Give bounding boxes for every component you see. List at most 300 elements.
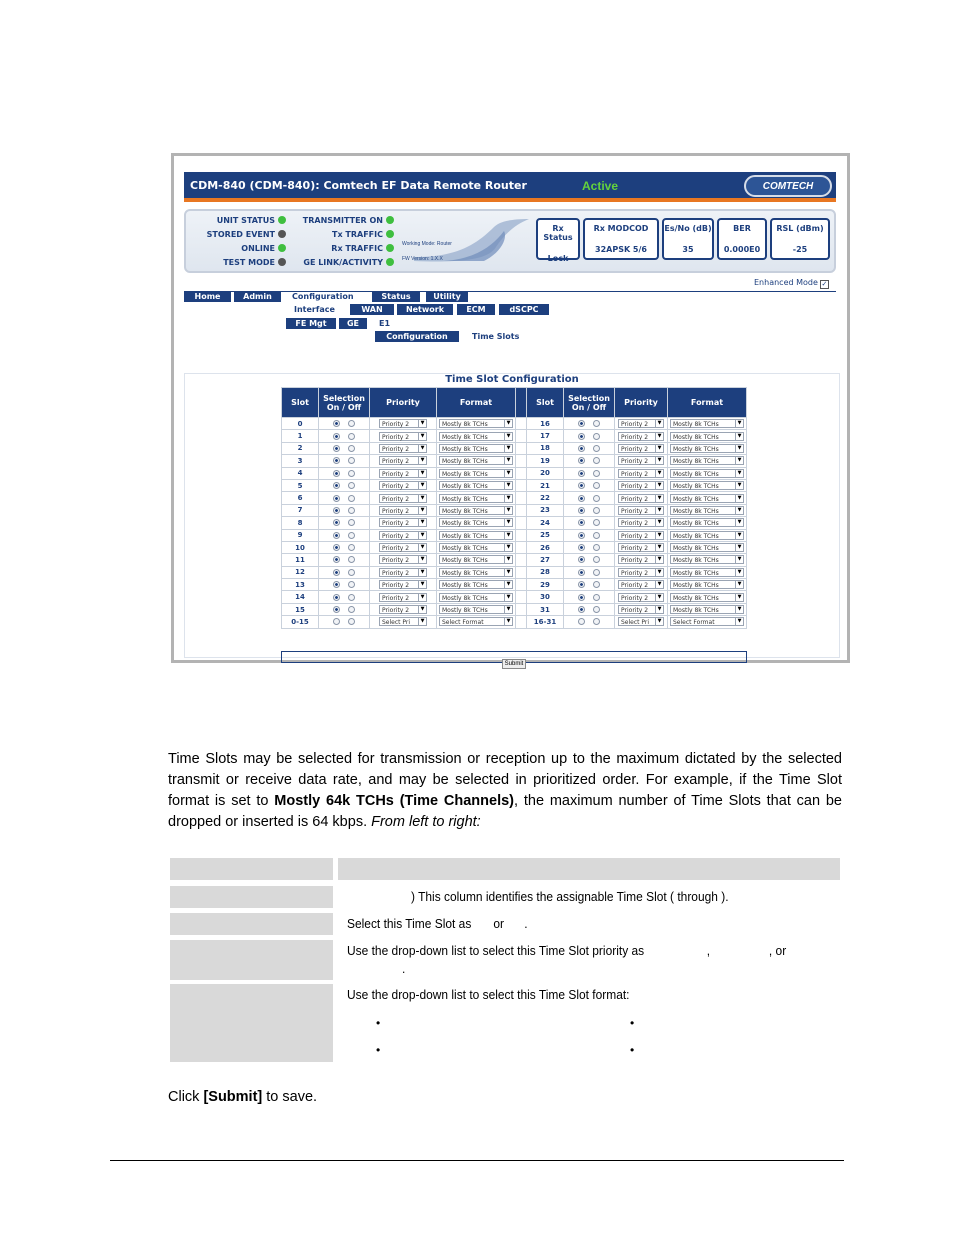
radio-on[interactable] (333, 544, 340, 551)
radio-off[interactable] (348, 556, 355, 563)
metric-rx-modcod: Rx MODCOD 32APSK 5/6 (583, 218, 659, 260)
radio-on[interactable] (578, 569, 585, 576)
chevron-down-icon: ▼ (655, 470, 663, 477)
dropdown[interactable]: Mostly 8k TCHs ▼ (439, 432, 513, 441)
selection-cell (319, 492, 370, 504)
slot-number: 25 (527, 529, 564, 541)
radio-on[interactable] (578, 532, 585, 539)
dropdown[interactable]: Priority 2 ▼ (618, 531, 664, 540)
description-paragraph: Time Slots may be selected for transmission or reception up to the maximum dictated by the selected transmit or receive data rate, and may be selected in prioritized order. For example, if the Time Slot format is set to Mostly 64k TCHs (Time Channels), the maximum number of Time Slots that can be dropped or inserted is 64 kbps. From left to right: (168, 751, 842, 830)
radio-off[interactable] (348, 420, 355, 427)
radio-on[interactable] (333, 457, 340, 464)
dropdown[interactable]: Mostly 8k TCHs ▼ (670, 593, 744, 602)
radio-on[interactable] (333, 569, 340, 576)
selection-cell (564, 554, 615, 566)
radio-off[interactable] (593, 556, 600, 563)
dropdown[interactable]: Priority 2 ▼ (379, 494, 427, 503)
led-green-icon (386, 230, 394, 238)
header-selection: Selection On / Off (319, 388, 370, 418)
table-row (282, 517, 747, 529)
chevron-down-icon: ▼ (418, 581, 426, 588)
chevron-down-icon: ▼ (504, 606, 512, 613)
table-row (282, 492, 747, 504)
chevron-down-icon: ▼ (418, 594, 426, 601)
chevron-down-icon: ▼ (655, 420, 663, 427)
subnav-wan[interactable]: WAN (350, 304, 394, 315)
enhanced-mode: Enhanced Mode ✓ (754, 278, 828, 288)
chevron-down-icon: ▼ (735, 606, 743, 613)
dropdown[interactable]: Select Format ▼ (439, 617, 513, 626)
slot-number: 2 (282, 442, 319, 454)
slot-number: 5 (282, 479, 319, 491)
radio-on[interactable] (578, 495, 585, 502)
screenshot-frame (171, 153, 850, 667)
led-green-icon (386, 216, 394, 224)
chevron-down-icon: ▼ (735, 556, 743, 563)
slot-number: 18 (527, 442, 564, 454)
dropdown[interactable]: Mostly 8k TCHs ▼ (670, 580, 744, 589)
dropdown[interactable]: Mostly 8k TCHs ▼ (670, 518, 744, 527)
header-selection: Selection On / Off (564, 388, 615, 418)
subnav-configuration[interactable]: Configuration (375, 331, 459, 342)
chevron-down-icon: ▼ (655, 581, 663, 588)
row-priority-desc: Use the drop-down list to select this Time Slot priority as , , or (347, 943, 787, 958)
dropdown[interactable]: Priority 2 ▼ (379, 605, 427, 614)
radio-on[interactable] (578, 618, 585, 625)
radio-on[interactable] (578, 457, 585, 464)
table-row (282, 591, 747, 603)
subnav-network[interactable]: Network (397, 304, 453, 315)
dropdown[interactable]: Priority 2 ▼ (618, 469, 664, 478)
radio-on[interactable] (578, 420, 585, 427)
radio-off[interactable] (348, 618, 355, 625)
dropdown[interactable]: Priority 2 ▼ (379, 593, 427, 602)
slot-number: 10 (282, 541, 319, 553)
radio-off[interactable] (348, 519, 355, 526)
chevron-down-icon: ▼ (504, 618, 512, 625)
radio-off[interactable] (593, 445, 600, 452)
selection-cell (319, 467, 370, 479)
radio-off[interactable] (593, 420, 600, 427)
dropdown[interactable]: Mostly 8k TCHs ▼ (439, 531, 513, 540)
dropdown[interactable]: Priority 2 ▼ (618, 432, 664, 441)
dropdown[interactable]: Mostly 8k TCHs ▼ (670, 568, 744, 577)
status-test-mode: TEST MODE (190, 258, 286, 267)
chevron-down-icon: ▼ (655, 606, 663, 613)
dropdown[interactable]: Mostly 8k TCHs ▼ (439, 481, 513, 490)
dropdown[interactable]: Priority 2 ▼ (618, 456, 664, 465)
table-row (282, 430, 747, 442)
radio-on[interactable] (578, 581, 585, 588)
slot-number: 1 (282, 430, 319, 442)
selection-cell (564, 566, 615, 578)
chevron-down-icon: ▼ (655, 445, 663, 452)
dropdown[interactable]: Mostly 8k TCHs ▼ (670, 419, 744, 428)
radio-off[interactable] (593, 519, 600, 526)
chevron-down-icon: ▼ (418, 556, 426, 563)
dropdown[interactable]: Mostly 8k TCHs ▼ (670, 456, 744, 465)
table-row (282, 554, 747, 566)
chevron-down-icon: ▼ (504, 569, 512, 576)
row-slot-desc: ) This column identifies the assignable Time Slot ( through ). (411, 889, 729, 904)
dropdown[interactable]: Select Pri ▼ (618, 617, 664, 626)
radio-on[interactable] (333, 519, 340, 526)
slot-number: 20 (527, 467, 564, 479)
dropdown[interactable]: Select Format ▼ (670, 617, 744, 626)
chevron-down-icon: ▼ (504, 482, 512, 489)
radio-off[interactable] (348, 482, 355, 489)
dropdown[interactable]: Mostly 8k TCHs ▼ (670, 605, 744, 614)
dropdown[interactable]: Priority 2 ▼ (379, 555, 427, 564)
dropdown[interactable]: Mostly 8k TCHs ▼ (439, 518, 513, 527)
radio-on[interactable] (578, 433, 585, 440)
table-row (282, 566, 747, 578)
working-mode: Working Mode: Router (402, 241, 452, 247)
radio-off[interactable] (593, 495, 600, 502)
metric-esno: Es/No (dB) 35 (662, 218, 714, 260)
radio-on[interactable] (333, 482, 340, 489)
dropdown[interactable]: Priority 2 ▼ (379, 531, 427, 540)
radio-off[interactable] (348, 470, 355, 477)
radio-off[interactable] (593, 544, 600, 551)
chevron-down-icon: ▼ (418, 507, 426, 514)
radio-off[interactable] (348, 433, 355, 440)
radio-off[interactable] (348, 594, 355, 601)
radio-off[interactable] (348, 495, 355, 502)
chevron-down-icon: ▼ (655, 594, 663, 601)
radio-off[interactable] (593, 433, 600, 440)
table-row (282, 442, 747, 454)
selection-cell (564, 579, 615, 591)
dropdown[interactable]: Mostly 8k TCHs ▼ (439, 506, 513, 515)
dropdown[interactable]: Mostly 8k TCHs ▼ (670, 555, 744, 564)
dropdown[interactable]: Mostly 8k TCHs ▼ (439, 456, 513, 465)
dropdown[interactable]: Mostly 8k TCHs ▼ (670, 531, 744, 540)
chevron-down-icon: ▼ (418, 482, 426, 489)
dropdown[interactable]: Priority 2 ▼ (618, 605, 664, 614)
status-rx-traffic: Rx TRAFFIC (286, 244, 394, 253)
dropdown[interactable]: Priority 2 ▼ (379, 419, 427, 428)
status-panel (184, 209, 836, 273)
radio-on[interactable] (578, 556, 585, 563)
dropdown[interactable]: Priority 2 ▼ (379, 444, 427, 453)
dropdown[interactable]: Priority 2 ▼ (379, 456, 427, 465)
dropdown[interactable]: Priority 2 ▼ (618, 444, 664, 453)
radio-on[interactable] (333, 433, 340, 440)
radio-off[interactable] (593, 482, 600, 489)
chevron-down-icon: ▼ (655, 618, 663, 625)
chevron-down-icon: ▼ (735, 618, 743, 625)
dropdown[interactable]: Mostly 8k TCHs ▼ (439, 469, 513, 478)
dropdown[interactable]: Priority 2 ▼ (618, 494, 664, 503)
radio-on[interactable] (578, 470, 585, 477)
chevron-down-icon: ▼ (655, 532, 663, 539)
selection-cell (319, 554, 370, 566)
dropdown[interactable]: Priority 2 ▼ (379, 469, 427, 478)
slot-number: 30 (527, 591, 564, 603)
table-row (282, 529, 747, 541)
chevron-down-icon: ▼ (418, 569, 426, 576)
radio-on[interactable] (333, 532, 340, 539)
active-state: Active (582, 179, 619, 193)
radio-off[interactable] (348, 507, 355, 514)
slot-number: 13 (282, 579, 319, 591)
selection-cell (564, 418, 615, 430)
slot-number: 12 (282, 566, 319, 578)
slot-number: 24 (527, 517, 564, 529)
slot-number: 14 (282, 591, 319, 603)
radio-off[interactable] (593, 532, 600, 539)
fw-version: FW Version: 1.X.X (402, 256, 443, 262)
dropdown[interactable]: Mostly 8k TCHs ▼ (670, 469, 744, 478)
dropdown[interactable]: Priority 2 ▼ (618, 543, 664, 552)
radio-on[interactable] (333, 420, 340, 427)
slot-number: 21 (527, 479, 564, 491)
chevron-down-icon: ▼ (418, 519, 426, 526)
chevron-down-icon: ▼ (735, 420, 743, 427)
dropdown[interactable]: Mostly 8k TCHs ▼ (439, 555, 513, 564)
led-green-icon (386, 258, 394, 266)
radio-on[interactable] (333, 445, 340, 452)
selection-cell (319, 529, 370, 541)
radio-on[interactable] (333, 507, 340, 514)
slot-number: 8 (282, 517, 319, 529)
chevron-down-icon: ▼ (504, 519, 512, 526)
selection-cell (564, 517, 615, 529)
subnav-fe-mgt[interactable]: FE Mgt (286, 318, 336, 329)
chevron-down-icon: ▼ (655, 507, 663, 514)
subnav-time-slots[interactable]: Time Slots (472, 332, 520, 341)
radio-on[interactable] (578, 594, 585, 601)
dropdown[interactable]: Priority 2 ▼ (618, 419, 664, 428)
radio-off[interactable] (593, 507, 600, 514)
radio-on[interactable] (333, 581, 340, 588)
header-slot: Slot (527, 388, 564, 418)
nav-home[interactable]: Home (184, 291, 231, 302)
slot-number: 27 (527, 554, 564, 566)
chevron-down-icon: ▼ (504, 581, 512, 588)
nav-configuration[interactable]: Configuration (292, 292, 354, 301)
row-format-desc: Use the drop-down list to select this Time Slot format: (347, 987, 630, 1002)
slot-number: 6 (282, 492, 319, 504)
chevron-down-icon: ▼ (735, 519, 743, 526)
subnav-interface[interactable]: Interface (294, 305, 335, 314)
table-row (282, 504, 747, 516)
slot-number: 7 (282, 504, 319, 516)
dropdown[interactable]: Priority 2 ▼ (618, 518, 664, 527)
dropdown[interactable]: Priority 2 ▼ (618, 580, 664, 589)
radio-off[interactable] (348, 445, 355, 452)
radio-on[interactable] (578, 544, 585, 551)
metric-rsl: RSL (dBm) -25 (770, 218, 830, 260)
status-ge-link: GE LINK/ACTIVITY (286, 258, 394, 267)
submit-row (281, 651, 747, 667)
header-format: Format (437, 388, 516, 418)
radio-off[interactable] (593, 457, 600, 464)
subnav-ecm[interactable]: ECM (457, 304, 495, 315)
submit-button[interactable]: Submit (502, 659, 527, 669)
slot-number: 11 (282, 554, 319, 566)
dropdown[interactable]: Mostly 8k TCHs ▼ (439, 605, 513, 614)
slot-number: 15 (282, 603, 319, 615)
radio-on[interactable] (333, 618, 340, 625)
selection-cell (319, 455, 370, 467)
slot-number: 19 (527, 455, 564, 467)
nav-utility[interactable]: Utility (426, 291, 468, 302)
table-row (282, 455, 747, 467)
radio-off[interactable] (348, 532, 355, 539)
header-format: Format (668, 388, 747, 418)
slot-number: 17 (527, 430, 564, 442)
radio-off[interactable] (348, 569, 355, 576)
submit-instruction: Click [Submit] to save. (168, 1089, 318, 1105)
chevron-down-icon: ▼ (504, 532, 512, 539)
dropdown[interactable]: Mostly 8k TCHs ▼ (439, 543, 513, 552)
dropdown[interactable]: Priority 2 ▼ (379, 518, 427, 527)
chevron-down-icon: ▼ (504, 433, 512, 440)
dropdown[interactable]: Select Pri ▼ (379, 617, 427, 626)
radio-on[interactable] (333, 594, 340, 601)
radio-off[interactable] (348, 581, 355, 588)
radio-on[interactable] (578, 482, 585, 489)
status-online: ONLINE (190, 244, 286, 253)
status-unit: UNIT STATUS (190, 216, 286, 225)
dropdown[interactable]: Priority 2 ▼ (379, 580, 427, 589)
selection-cell (564, 541, 615, 553)
bullet: • (630, 1043, 635, 1057)
dropdown[interactable]: Priority 2 ▼ (618, 593, 664, 602)
dropdown[interactable]: Mostly 8k TCHs ▼ (439, 593, 513, 602)
radio-on[interactable] (578, 519, 585, 526)
chevron-down-icon: ▼ (655, 495, 663, 502)
dropdown[interactable]: Priority 2 ▼ (618, 506, 664, 515)
table-row (282, 541, 747, 553)
bullet: • (376, 1043, 381, 1057)
led-off-icon (278, 230, 286, 238)
radio-off[interactable] (348, 544, 355, 551)
subnav-e1[interactable]: E1 (379, 319, 391, 328)
dropdown[interactable]: Priority 2 ▼ (618, 555, 664, 564)
radio-on[interactable] (333, 470, 340, 477)
dropdown[interactable]: Priority 2 ▼ (379, 432, 427, 441)
selection-cell (564, 442, 615, 454)
row-selection-desc: Select this Time Slot as or . (347, 916, 528, 931)
bullet: • (376, 1016, 381, 1030)
selection-cell (564, 504, 615, 516)
chevron-down-icon: ▼ (418, 470, 426, 477)
chevron-down-icon: ▼ (418, 532, 426, 539)
radio-off[interactable] (593, 618, 600, 625)
enhanced-mode-checkbox[interactable]: ✓ (821, 280, 828, 288)
radio-on[interactable] (578, 507, 585, 514)
dropdown[interactable]: Priority 2 ▼ (379, 568, 427, 577)
slot-number: 28 (527, 566, 564, 578)
dropdown[interactable]: Priority 2 ▼ (379, 506, 427, 515)
comtech-logo: COMTECH (744, 175, 832, 197)
dropdown[interactable]: Priority 2 ▼ (618, 568, 664, 577)
led-green-icon (278, 216, 286, 224)
slot-number: 26 (527, 541, 564, 553)
dropdown[interactable]: Priority 2 ▼ (618, 481, 664, 490)
time-slot-table (281, 387, 747, 629)
chevron-down-icon: ▼ (655, 544, 663, 551)
chevron-down-icon: ▼ (735, 445, 743, 452)
table-row (282, 467, 747, 479)
time-slot-panel (184, 373, 840, 667)
chevron-down-icon: ▼ (418, 420, 426, 427)
slot-number: 3 (282, 455, 319, 467)
subnav-dscpc[interactable]: dSCPC (499, 304, 549, 315)
dropdown[interactable]: Mostly 8k TCHs ▼ (670, 543, 744, 552)
dropdown[interactable]: Mostly 8k TCHs ▼ (439, 419, 513, 428)
dropdown[interactable]: Mostly 8k TCHs ▼ (439, 444, 513, 453)
selection-cell (564, 492, 615, 504)
selection-cell (564, 591, 615, 603)
title-bar (184, 172, 836, 202)
radio-on[interactable] (578, 445, 585, 452)
radio-off[interactable] (593, 606, 600, 613)
selection-cell (319, 517, 370, 529)
slot-number: 4 (282, 467, 319, 479)
selection-cell (564, 455, 615, 467)
dropdown[interactable]: Mostly 8k TCHs ▼ (670, 432, 744, 441)
subnav-ge[interactable]: GE (339, 318, 367, 329)
selection-cell (564, 430, 615, 442)
radio-off[interactable] (348, 606, 355, 613)
chevron-down-icon: ▼ (655, 569, 663, 576)
radio-on[interactable] (333, 495, 340, 502)
radio-on[interactable] (578, 606, 585, 613)
selection-cell (564, 467, 615, 479)
time-slot-title: Time Slot Configuration (445, 374, 579, 385)
chevron-down-icon: ▼ (504, 420, 512, 427)
radio-on[interactable] (333, 606, 340, 613)
radio-off[interactable] (348, 457, 355, 464)
status-tx-traffic: Tx TRAFFIC (286, 230, 394, 239)
selection-cell (319, 430, 370, 442)
radio-off[interactable] (593, 581, 600, 588)
status-transmitter: TRANSMITTER ON (286, 216, 394, 225)
dropdown[interactable]: Mostly 8k TCHs ▼ (670, 494, 744, 503)
dropdown[interactable]: Mostly 8k TCHs ▼ (670, 444, 744, 453)
dropdown[interactable]: Mostly 8k TCHs ▼ (670, 481, 744, 490)
selection-cell (564, 616, 615, 628)
selection-cell (319, 541, 370, 553)
selection-cell (319, 479, 370, 491)
radio-off[interactable] (593, 470, 600, 477)
nav-admin[interactable]: Admin (234, 291, 281, 302)
row-priority-end: . (402, 961, 406, 976)
chevron-down-icon: ▼ (504, 495, 512, 502)
nav-status[interactable]: Status (372, 291, 420, 302)
chevron-down-icon: ▼ (418, 433, 426, 440)
dropdown[interactable]: Priority 2 ▼ (379, 543, 427, 552)
dropdown[interactable]: Priority 2 ▼ (379, 481, 427, 490)
dropdown[interactable]: Mostly 8k TCHs ▼ (670, 506, 744, 515)
metric-ber: BER 0.000E0 (717, 218, 767, 260)
chevron-down-icon: ▼ (655, 482, 663, 489)
chevron-down-icon: ▼ (504, 457, 512, 464)
radio-off[interactable] (593, 569, 600, 576)
table-row (282, 479, 747, 491)
dropdown[interactable]: Mostly 8k TCHs ▼ (439, 494, 513, 503)
dropdown[interactable]: Mostly 8k TCHs ▼ (439, 580, 513, 589)
dropdown[interactable]: Mostly 8k TCHs ▼ (439, 568, 513, 577)
chevron-down-icon: ▼ (418, 606, 426, 613)
chevron-down-icon: ▼ (655, 457, 663, 464)
radio-off[interactable] (593, 594, 600, 601)
radio-on[interactable] (333, 556, 340, 563)
